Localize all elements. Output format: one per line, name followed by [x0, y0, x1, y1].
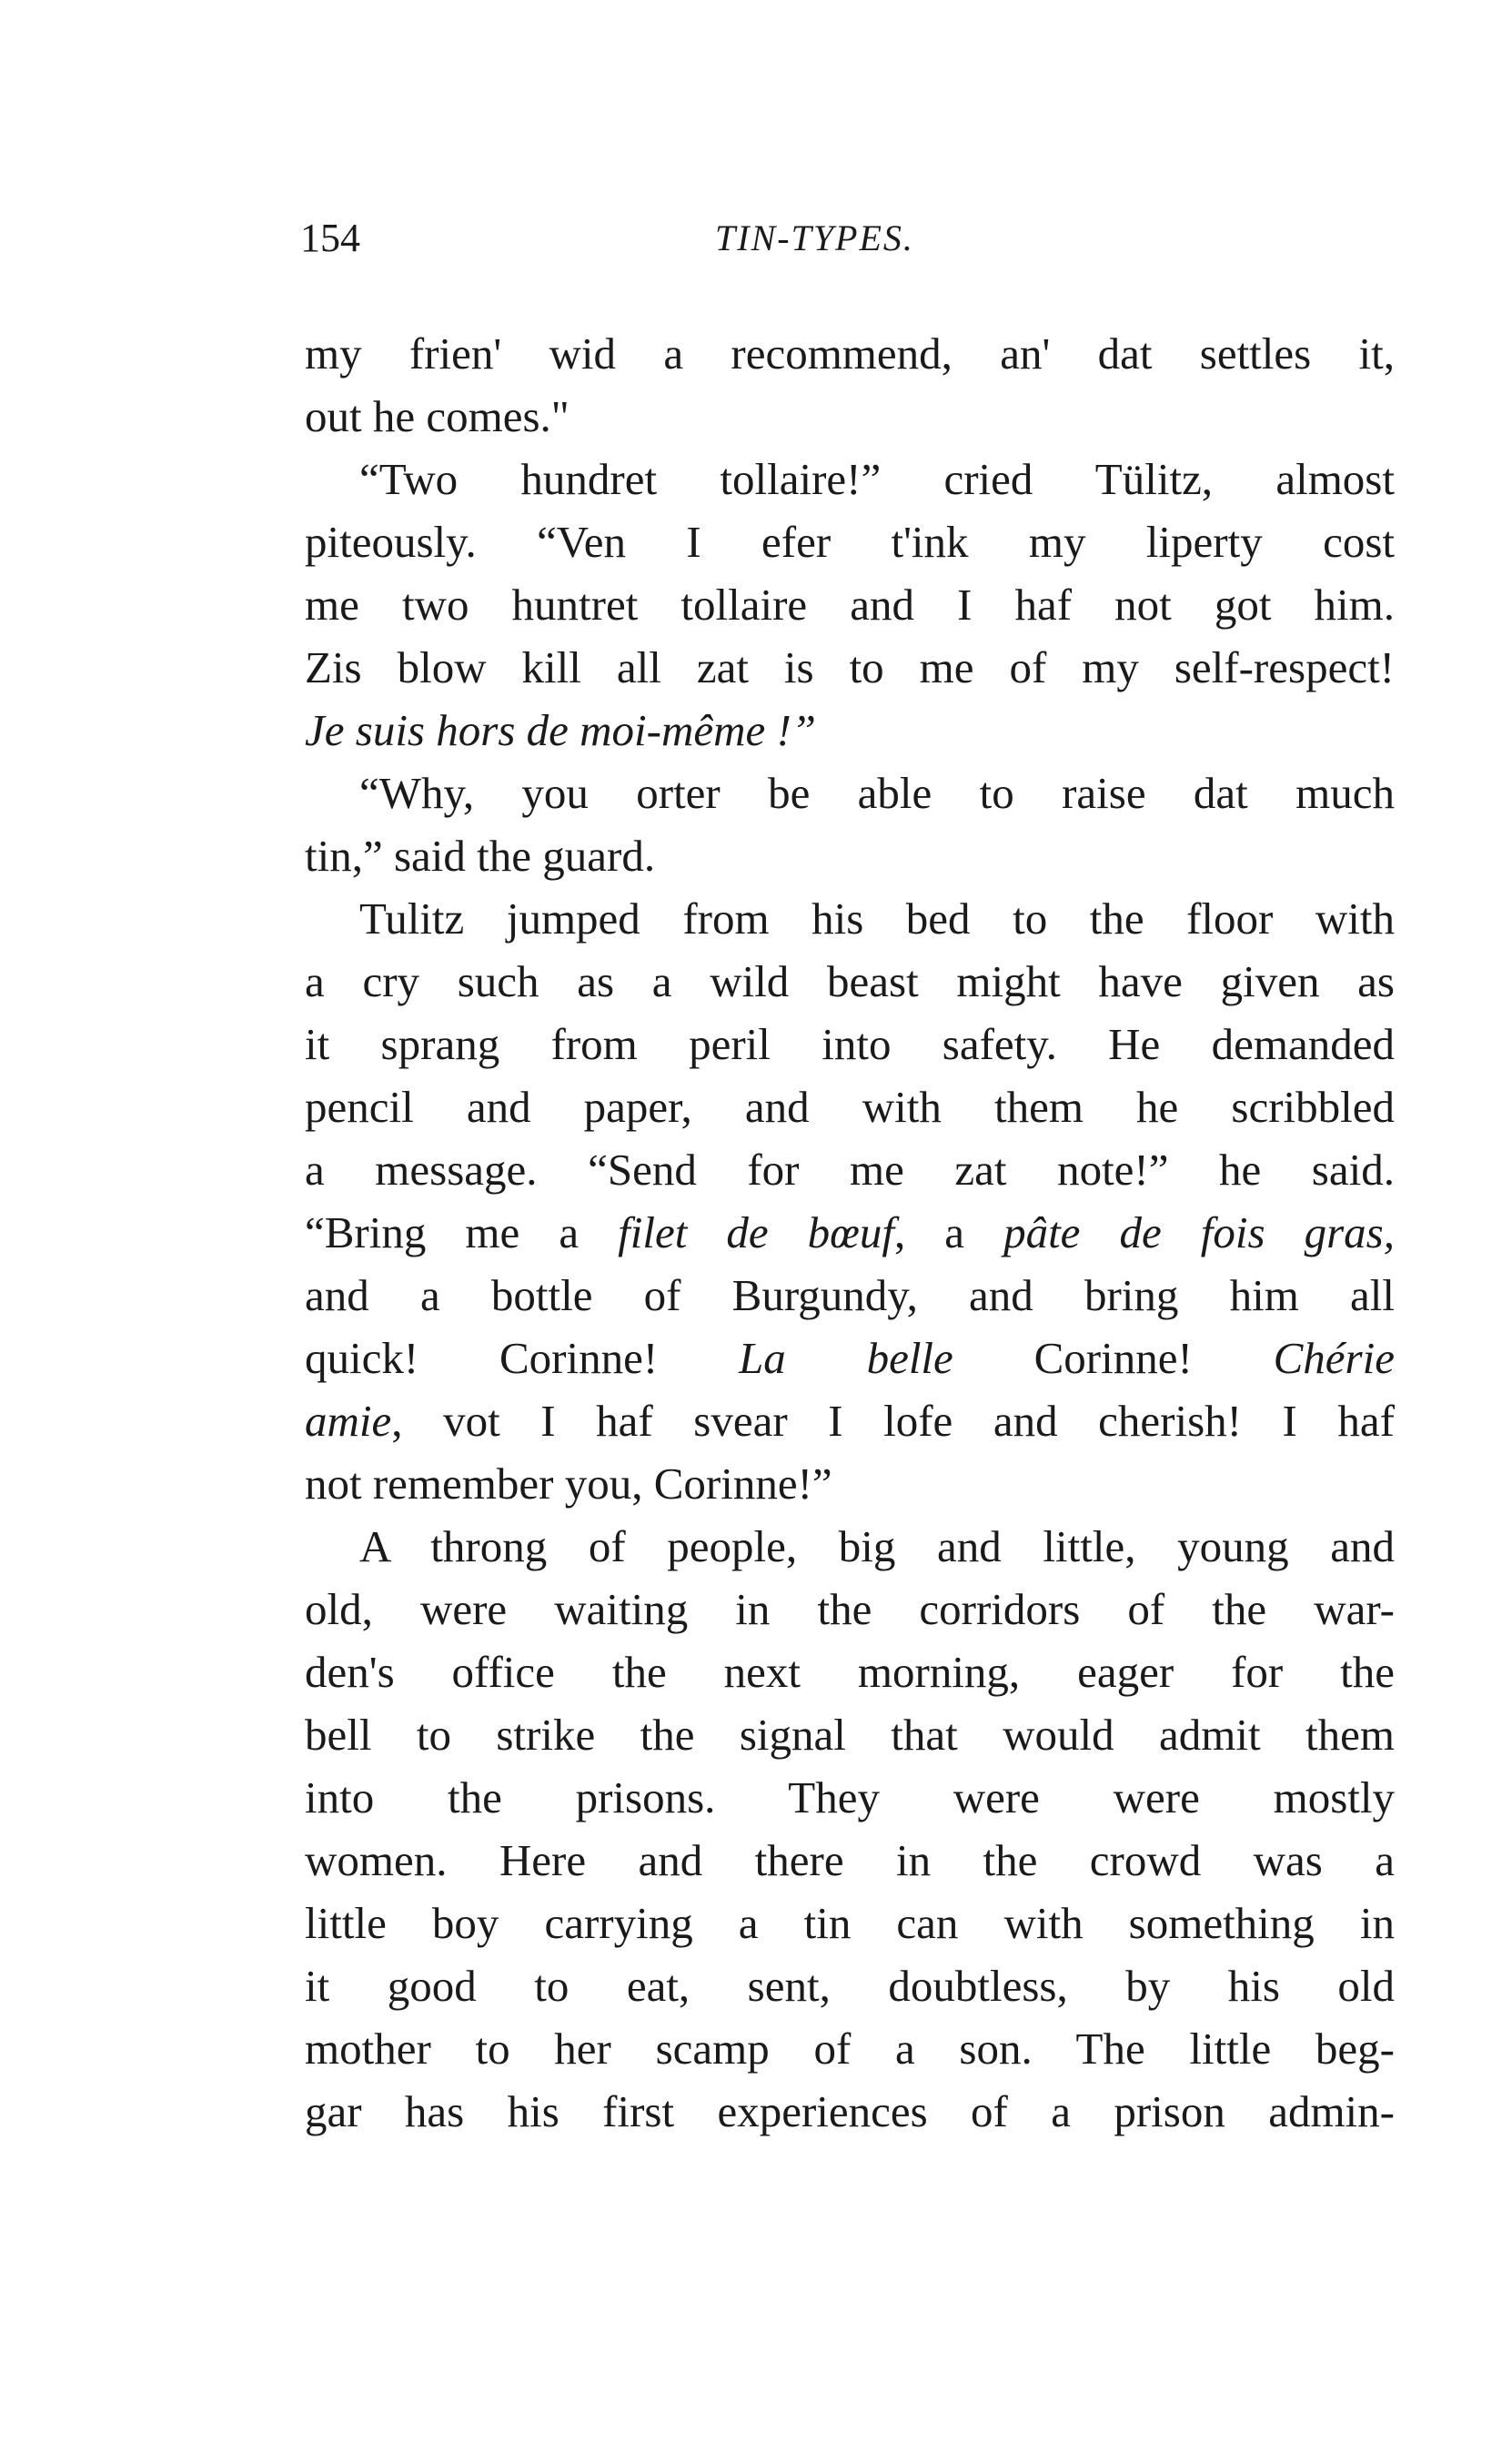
text-line: my frien' wid a recommend, an' dat settles it, — [305, 328, 1395, 379]
text-line: Tulitz jumped from his bed to the floor with — [359, 893, 1395, 944]
text-line: little boy carrying a tin can with something in — [305, 1898, 1395, 1948]
text-line: pencil and paper, and with them he scribbled — [305, 1082, 1395, 1132]
text-line: women. Here and there in the crowd was a — [305, 1835, 1395, 1885]
text-line: and a bottle of Burgundy, and bring him all — [305, 1270, 1395, 1320]
text-line: it sprang from peril into safety. He demanded — [305, 1019, 1395, 1069]
text-line: it good to eat, sent, doubtless, by his old — [305, 1961, 1395, 2011]
text-run: , vot I haf svear I lofe and cherish! I haf — [391, 1396, 1395, 1446]
text-line: gar has his first experiences of a prison admin- — [305, 2086, 1395, 2136]
text-run: quick! Corinne! — [305, 1333, 739, 1383]
text-line: A throng of people, big and little, young and — [359, 1521, 1395, 1571]
body-text — [305, 322, 1395, 2143]
text-line: bell to strike the signal that would admit them — [305, 1710, 1395, 1760]
text-line: Zis blow kill all zat is to me of my self-respect! — [305, 642, 1395, 692]
text-line: tin,” said the guard. — [305, 831, 656, 881]
text-run-italic: pâte de fois gras, — [1003, 1207, 1395, 1257]
text-line: “Why, you orter be able to raise dat much — [359, 768, 1395, 818]
text-run: Corinne! — [953, 1333, 1274, 1383]
text-line: a cry such as a wild beast might have given as — [305, 956, 1395, 1006]
text-line: piteously. “Ven I efer t'ink my liperty cost — [305, 517, 1395, 567]
text-line: out he comes." — [305, 391, 570, 441]
text-line-italic: Je suis hors de moi-même !” — [305, 705, 817, 755]
text-line: old, were waiting in the corridors of the war- — [305, 1584, 1395, 1634]
text-line-mixed — [305, 1389, 1395, 1452]
text-run-italic: Chérie — [1273, 1333, 1395, 1383]
text-line: into the prisons. They were were mostly — [305, 1772, 1395, 1822]
text-run: “Bring me a — [305, 1207, 619, 1257]
text-line: “Two hundret tollaire!” cried Tülitz, almost — [359, 454, 1395, 504]
text-line-mixed — [305, 1327, 1395, 1389]
text-line: me two huntret tollaire and I haf not got him. — [305, 580, 1395, 630]
text-line: mother to her scamp of a son. The little beg- — [305, 2024, 1395, 2074]
text-run-italic: filet de bœuf — [618, 1207, 894, 1257]
text-line: not remember you, Corinne!” — [305, 1459, 832, 1509]
running-head — [300, 211, 1392, 266]
text-line-mixed — [305, 1201, 1395, 1264]
text-line: den's office the next morning, eager for the — [305, 1647, 1395, 1697]
running-title: TIN-TYPES. — [715, 217, 914, 258]
text-run-italic: La belle — [739, 1333, 953, 1383]
text-run-italic: amie — [305, 1396, 392, 1446]
text-run: , a — [893, 1207, 1004, 1257]
text-line: a message. “Send for me zat note!” he said. — [305, 1145, 1395, 1195]
page-number: 154 — [300, 216, 360, 260]
